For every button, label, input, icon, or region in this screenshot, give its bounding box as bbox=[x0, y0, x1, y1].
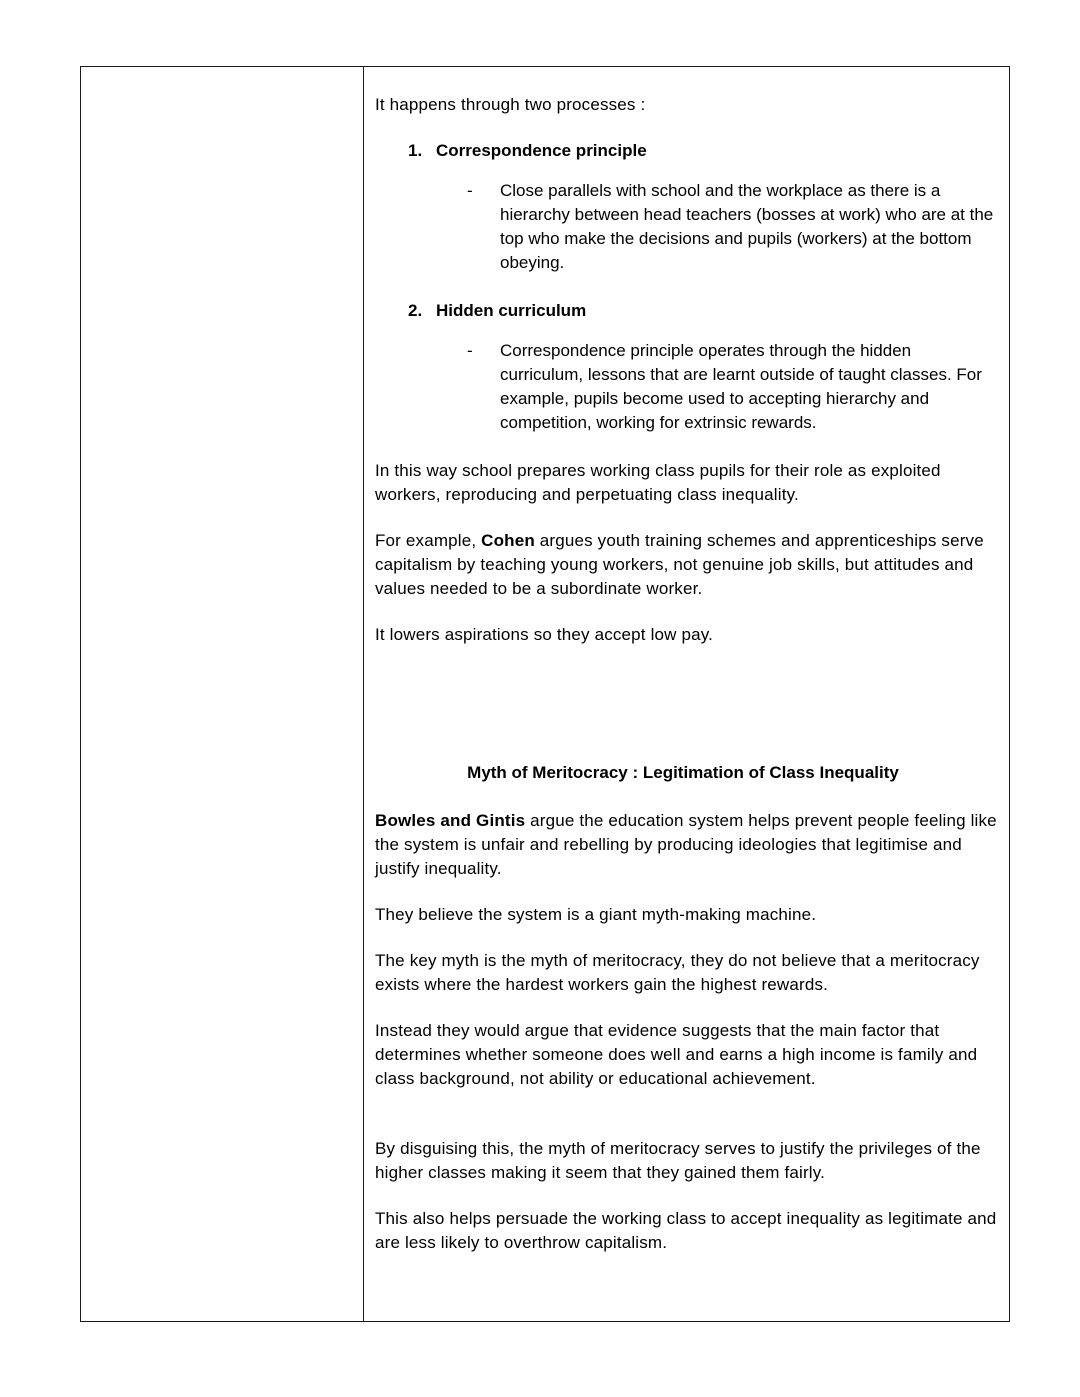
bowles-gintis-text-after: argue the education system helps prevent people feeling like the system is unfair and rebelling by producing ideologies that legitimise and justify inequality. bbox=[375, 811, 997, 878]
cohen-name: Cohen bbox=[481, 531, 535, 550]
left-column-content bbox=[81, 67, 363, 103]
paragraph-bowles-gintis bbox=[375, 809, 997, 881]
paragraph-persuade-working-class: This also helps persuade the working class to accept inequality as legitimate and are less likely to overthrow capitalism. bbox=[375, 1209, 997, 1252]
section-heading-myth: Myth of Meritocracy : Legitimation of Class Inequality bbox=[467, 763, 899, 782]
sub-bullet-2 bbox=[375, 339, 997, 435]
cohen-text-after: argues youth training schemes and apprenticeships serve capitalism by teaching young workers, not genuine job skills, but attitudes and values needed to be a subordinate worker. bbox=[375, 531, 984, 598]
bowles-gintis-name: Bowles and Gintis bbox=[375, 811, 526, 830]
dash-marker-1: - bbox=[467, 181, 473, 200]
sub-bullet-1 bbox=[375, 179, 997, 275]
paragraph-myth-making-machine: They believe the system is a giant myth-making machine. bbox=[375, 905, 817, 924]
notes-table bbox=[80, 66, 1010, 1322]
list-item-2 bbox=[375, 299, 997, 323]
vertical-spacer-small bbox=[375, 1113, 997, 1137]
dash-marker-2: - bbox=[467, 341, 473, 360]
vertical-spacer-large bbox=[375, 669, 997, 761]
intro-paragraph: It happens through two processes : bbox=[375, 95, 646, 114]
table-row bbox=[81, 67, 1010, 1322]
table-cell-right bbox=[364, 67, 1010, 1322]
paragraph-cohen bbox=[375, 529, 997, 601]
sub-bullet-text-1: Close parallels with school and the workplace as there is a hierarchy between head teachers (bosses at work) who are at the top who make the decisions and pupils (workers) at the bottom obeying. bbox=[500, 181, 994, 272]
paragraph-by-disguising: By disguising this, the myth of meritocracy serves to justify the privileges of the higher classes making it seem that they gained them fairly. bbox=[375, 1139, 981, 1182]
cohen-text-before: For example, bbox=[375, 531, 482, 550]
right-column-content bbox=[364, 67, 1009, 1265]
list-marker-2: 2. bbox=[408, 301, 423, 320]
list-title-2: Hidden curriculum bbox=[436, 301, 587, 320]
list-marker-1: 1. bbox=[408, 141, 423, 160]
paragraph-in-this-way: In this way school prepares working class pupils for their role as exploited workers, reproducing and perpetuating class inequality. bbox=[375, 461, 941, 504]
list-item-1 bbox=[375, 139, 997, 163]
paragraph-lowers-aspirations: It lowers aspirations so they accept low pay. bbox=[375, 625, 714, 644]
list-title-1: Correspondence principle bbox=[436, 141, 647, 160]
table-cell-left bbox=[81, 67, 364, 1322]
paragraph-instead-evidence: Instead they would argue that evidence suggests that the main factor that determines whether someone does well and earns a high income is family and class background, not ability or educational achievement. bbox=[375, 1021, 978, 1088]
sub-bullet-text-2: Correspondence principle operates through the hidden curriculum, lessons that are learnt outside of taught classes. For example, pupils become used to accepting hierarchy and competition, working for extrinsic rewards. bbox=[500, 341, 982, 432]
paragraph-key-myth: The key myth is the myth of meritocracy, they do not believe that a meritocracy exists where the hardest workers gain the highest rewards. bbox=[375, 951, 980, 994]
